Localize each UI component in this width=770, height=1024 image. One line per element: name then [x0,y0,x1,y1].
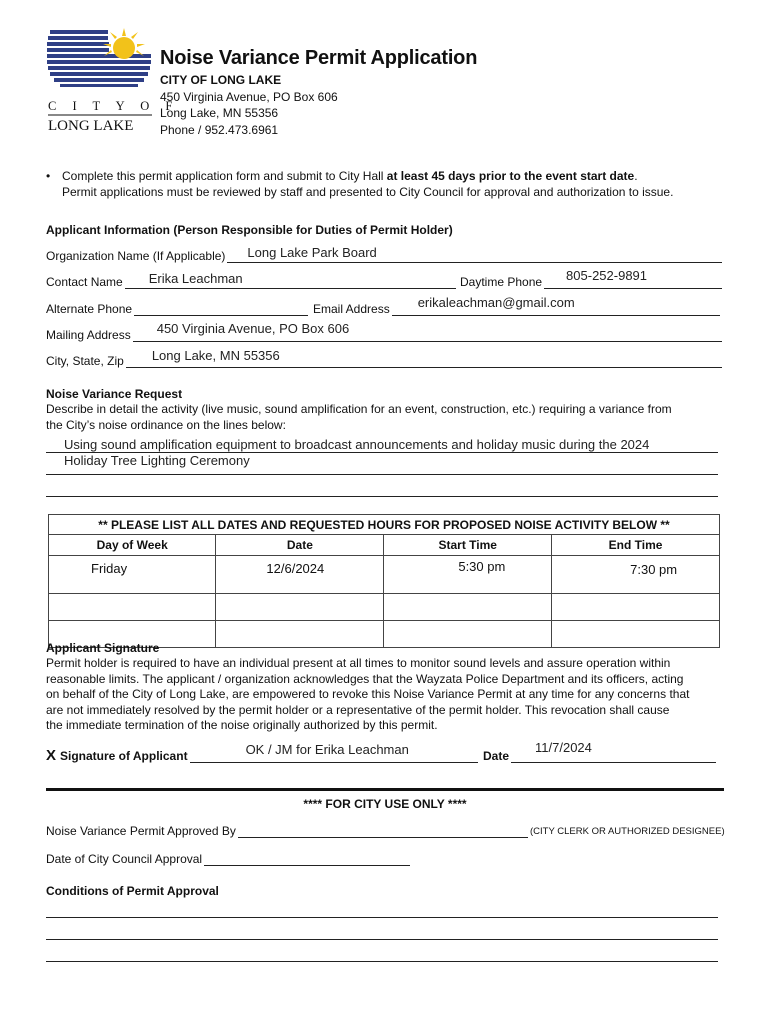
terms-line-5: the immediate termination of the noise originally authorized by this permit. [46,718,438,732]
row-2-date[interactable] [216,594,384,621]
council-approval-date-field[interactable] [46,852,410,866]
mailing-address-value[interactable]: 450 Virginia Avenue, PO Box 606 [156,321,350,336]
conditions-line-3[interactable] [46,961,718,962]
row-1-day[interactable]: Friday [49,556,216,594]
signature-x-mark: X [46,747,57,764]
col-start-time: Start Time [384,535,552,556]
signature-value[interactable]: OK / JM for Erika Leachman [245,742,409,757]
signature-date-value[interactable]: 11/7/2024 [535,740,592,755]
col-end-time: End Time [552,535,720,556]
city-logo [46,28,179,138]
request-desc-line-1: Describe in detail the activity (live music, sound amplification for an event, construction, etc.) requiring a variance from [46,402,672,416]
row-2-end[interactable] [552,594,720,621]
terms-line-4: are not immediately resolved by the permit holder or a representative of the permit holder. This revocation shall cause [46,702,670,717]
mailing-address-label: Mailing Address [46,328,131,342]
city-state-zip-value[interactable]: Long Lake, MN 55356 [151,348,280,363]
city-state-zip-label: City, State, Zip [46,354,124,368]
signature-field[interactable] [60,742,478,763]
request-description [46,402,726,433]
request-line-1-text[interactable]: Using sound amplification equipment to broadcast announcements and holiday music during the 2024 [64,437,650,452]
row-1-date[interactable]: 12/6/2024 [216,556,384,594]
signature-label: Signature of Applicant [60,749,188,763]
terms-line-1: Permit holder is required to have an individual present at all times to monitor sound levels and assure operation within [46,656,671,670]
contact-name-label: Contact Name [46,275,123,289]
conditions-line-1[interactable] [46,917,718,918]
row-2-start[interactable] [384,594,552,621]
instruction-period: . [634,169,638,183]
email-label: Email Address [313,302,390,316]
contact-name-value[interactable]: Erika Leachman [148,271,243,286]
signature-heading: Applicant Signature [46,641,160,655]
mailing-address-field[interactable] [46,321,722,342]
daytime-phone-field[interactable] [460,268,722,289]
council-approval-date-label: Date of City Council Approval [46,852,203,866]
email-value[interactable]: erikaleachman@gmail.com [417,295,575,310]
schedule-banner: ** PLEASE LIST ALL DATES AND REQUESTED HOURS FOR PROPOSED NOISE ACTIVITY BELOW ** [49,515,720,535]
address-line-2: Long Lake, MN 55356 [160,106,279,120]
request-line-2-text[interactable]: Holiday Tree Lighting Ceremony [64,453,250,468]
city-state-zip-field[interactable] [46,348,722,368]
schedule-table [48,514,720,648]
alternate-phone-label: Alternate Phone [46,302,133,316]
conditions-line-2[interactable] [46,939,718,940]
city-phone: Phone / 952.473.6961 [160,122,279,137]
request-heading: Noise Variance Request [46,387,183,401]
request-desc-line-2: the City’s noise ordinance on the lines below: [46,417,286,432]
row-2-day[interactable] [49,594,216,621]
signature-date-label: Date [483,749,510,763]
instruction-text: Complete this permit application form and submit to City Hall [62,169,387,183]
section-divider [46,788,724,791]
instruction-deadline: at least 45 days prior to the event start date [386,169,635,183]
city-name: CITY OF LONG LAKE [160,73,282,87]
sun-over-water-icon [46,28,179,138]
terms-line-2: reasonable limits. The applicant / organization acknowledges that the Wayzata Police Department and its officers, acting [46,671,684,686]
alternate-phone-field[interactable] [46,302,308,316]
table-row [49,556,720,594]
email-field[interactable] [313,295,720,316]
org-name-value[interactable]: Long Lake Park Board [247,245,377,260]
request-line-2[interactable] [46,474,718,475]
conditions-heading: Conditions of Permit Approval [46,884,219,898]
daytime-phone-value[interactable]: 805-252-9891 [566,268,648,283]
contact-name-field[interactable] [46,271,456,289]
org-name-label: Organization Name (If Applicable) [46,249,226,263]
row-3-start[interactable] [384,621,552,648]
org-name-field[interactable] [46,245,722,263]
address-line-1: 450 Virginia Avenue, PO Box 606 [160,89,338,104]
row-1-start[interactable]: 5:30 pm [384,556,552,594]
applicant-heading: Applicant Information (Person Responsible for Duties of Permit Holder) [46,223,453,237]
col-day-of-week: Day of Week [49,535,216,556]
page-title: Noise Variance Permit Application [160,47,478,69]
instructions [46,168,746,202]
daytime-phone-label: Daytime Phone [460,275,543,289]
row-1-end[interactable]: 7:30 pm [552,556,720,594]
row-3-date[interactable] [216,621,384,648]
city-address-block [160,72,338,138]
terms-line-3: on behalf of the City of Long Lake, are empowered to revoke this Noise Variance Permit at any time for any concerns that [46,687,690,701]
signature-date-field[interactable] [483,740,716,763]
city-use-heading: **** FOR CITY USE ONLY **** [303,797,467,811]
table-row [49,594,720,621]
signature-terms [46,656,736,734]
instruction-line-2: Permit applications must be reviewed by staff and presented to City Council for approval and authorization to issue. [62,185,674,199]
approved-by-label: Noise Variance Permit Approved By [46,824,236,838]
row-3-end[interactable] [552,621,720,648]
bullet-marker: • [46,169,51,183]
approved-by-note: (CITY CLERK OR AUTHORIZED DESIGNEE) [530,826,725,837]
col-date: Date [216,535,384,556]
logo-text-long-lake: LONG LAKE [48,118,134,134]
request-line-3[interactable] [46,496,718,497]
approved-by-field[interactable] [46,824,528,838]
logo-text-city-of: C I T Y O F [48,99,179,113]
